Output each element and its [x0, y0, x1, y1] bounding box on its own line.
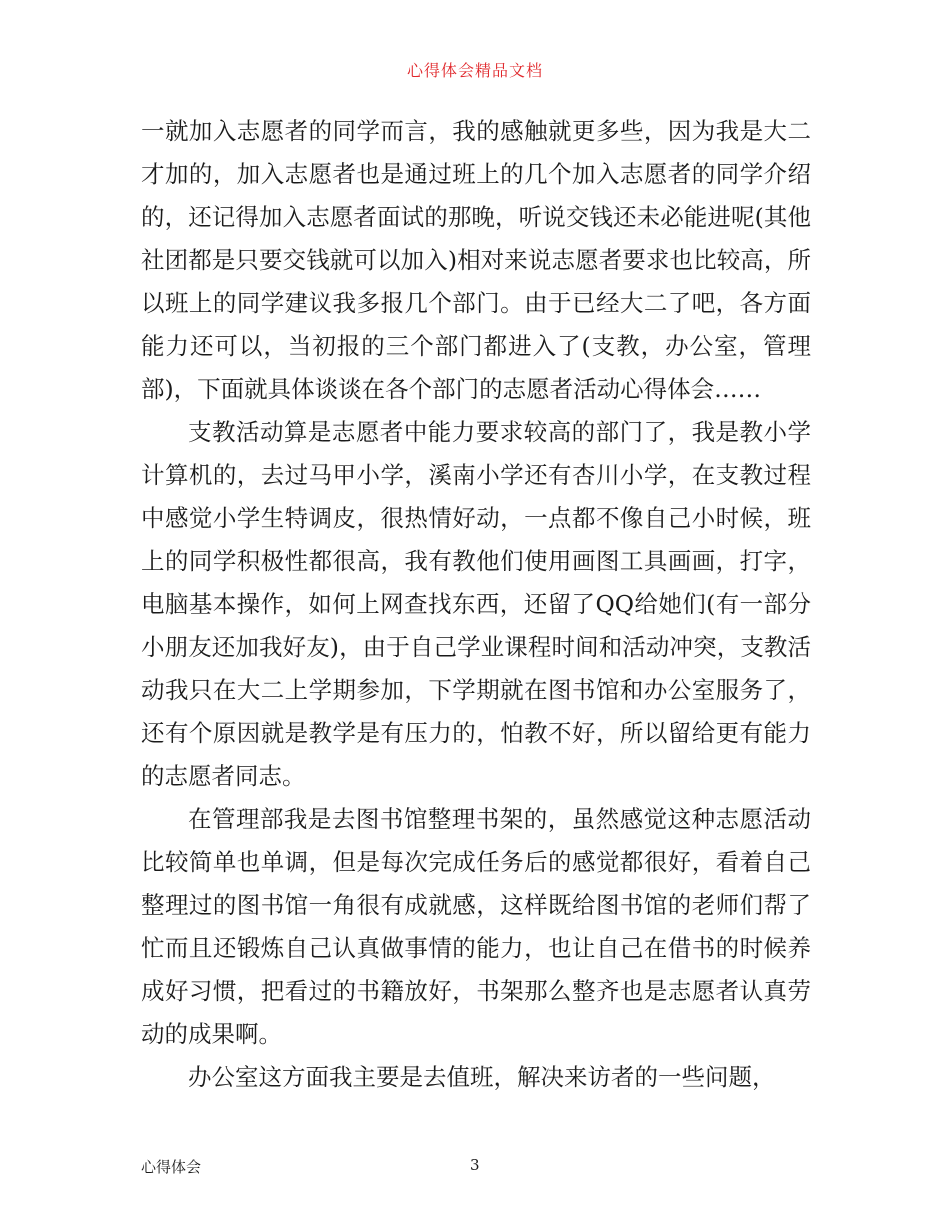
paragraph-office: 办公室这方面我主要是去值班，解决来访者的一些问题，	[188, 1063, 776, 1091]
footer-page-number: 3	[470, 1156, 480, 1174]
page-header-title: 心得体会精品文档	[406, 61, 543, 80]
document-body	[141, 110, 811, 1099]
footer-label: 心得体会	[141, 1158, 202, 1176]
paragraph-management: 在管理部我是去图书馆整理书架的，虽然感觉这种志愿活动比较简单也单调，但是每次完成任务后的感觉都很好，看着自己整理过的图书馆一角很有成就感，这样既给图书馆的老师们帮了忙而且还锻炼自己认真做事情的能力，也让自己在借书的时候养成好习惯，把看过的书籍放好，书架那么整齐也是志愿者认真劳动的成果啊。	[141, 805, 811, 1048]
paragraph-continuation: 一就加入志愿者的同学而言，我的感触就更多些，因为我是大二才加的，加入志愿者也是通过班上的几个加入志愿者的同学介绍的，还记得加入志愿者面试的那晚，听说交钱还未必能进呢(其他社团都是只要交钱就可以加入)相对来说志愿者要求也比较高，所以班上的同学建议我多报几个部门。由于已经大二了吧，各方面能力还可以，当初报的三个部门都进入了(支教，办公室，管理部)，下面就具体谈谈在各个部门的志愿者活动心得体会……	[141, 117, 811, 403]
paragraph-teaching: 支教活动算是志愿者中能力要求较高的部门了，我是教小学计算机的，去过马甲小学，溪南小学还有杏川小学，在支教过程中感觉小学生特调皮，很热情好动，一点都不像自己小时候，班上的同学积极性都很高，我有教他们使用画图工具画画，打字，电脑基本操作，如何上网查找东西，还留了QQ给她们(有一部分小朋友还加我好友)，由于自己学业课程时间和活动冲突，支教活动我只在大二上学期参加，下学期就在图书馆和办公室服务了，还有个原因就是教学是有压力的，怕教不好，所以留给更有能力的志愿者同志。	[141, 418, 811, 790]
